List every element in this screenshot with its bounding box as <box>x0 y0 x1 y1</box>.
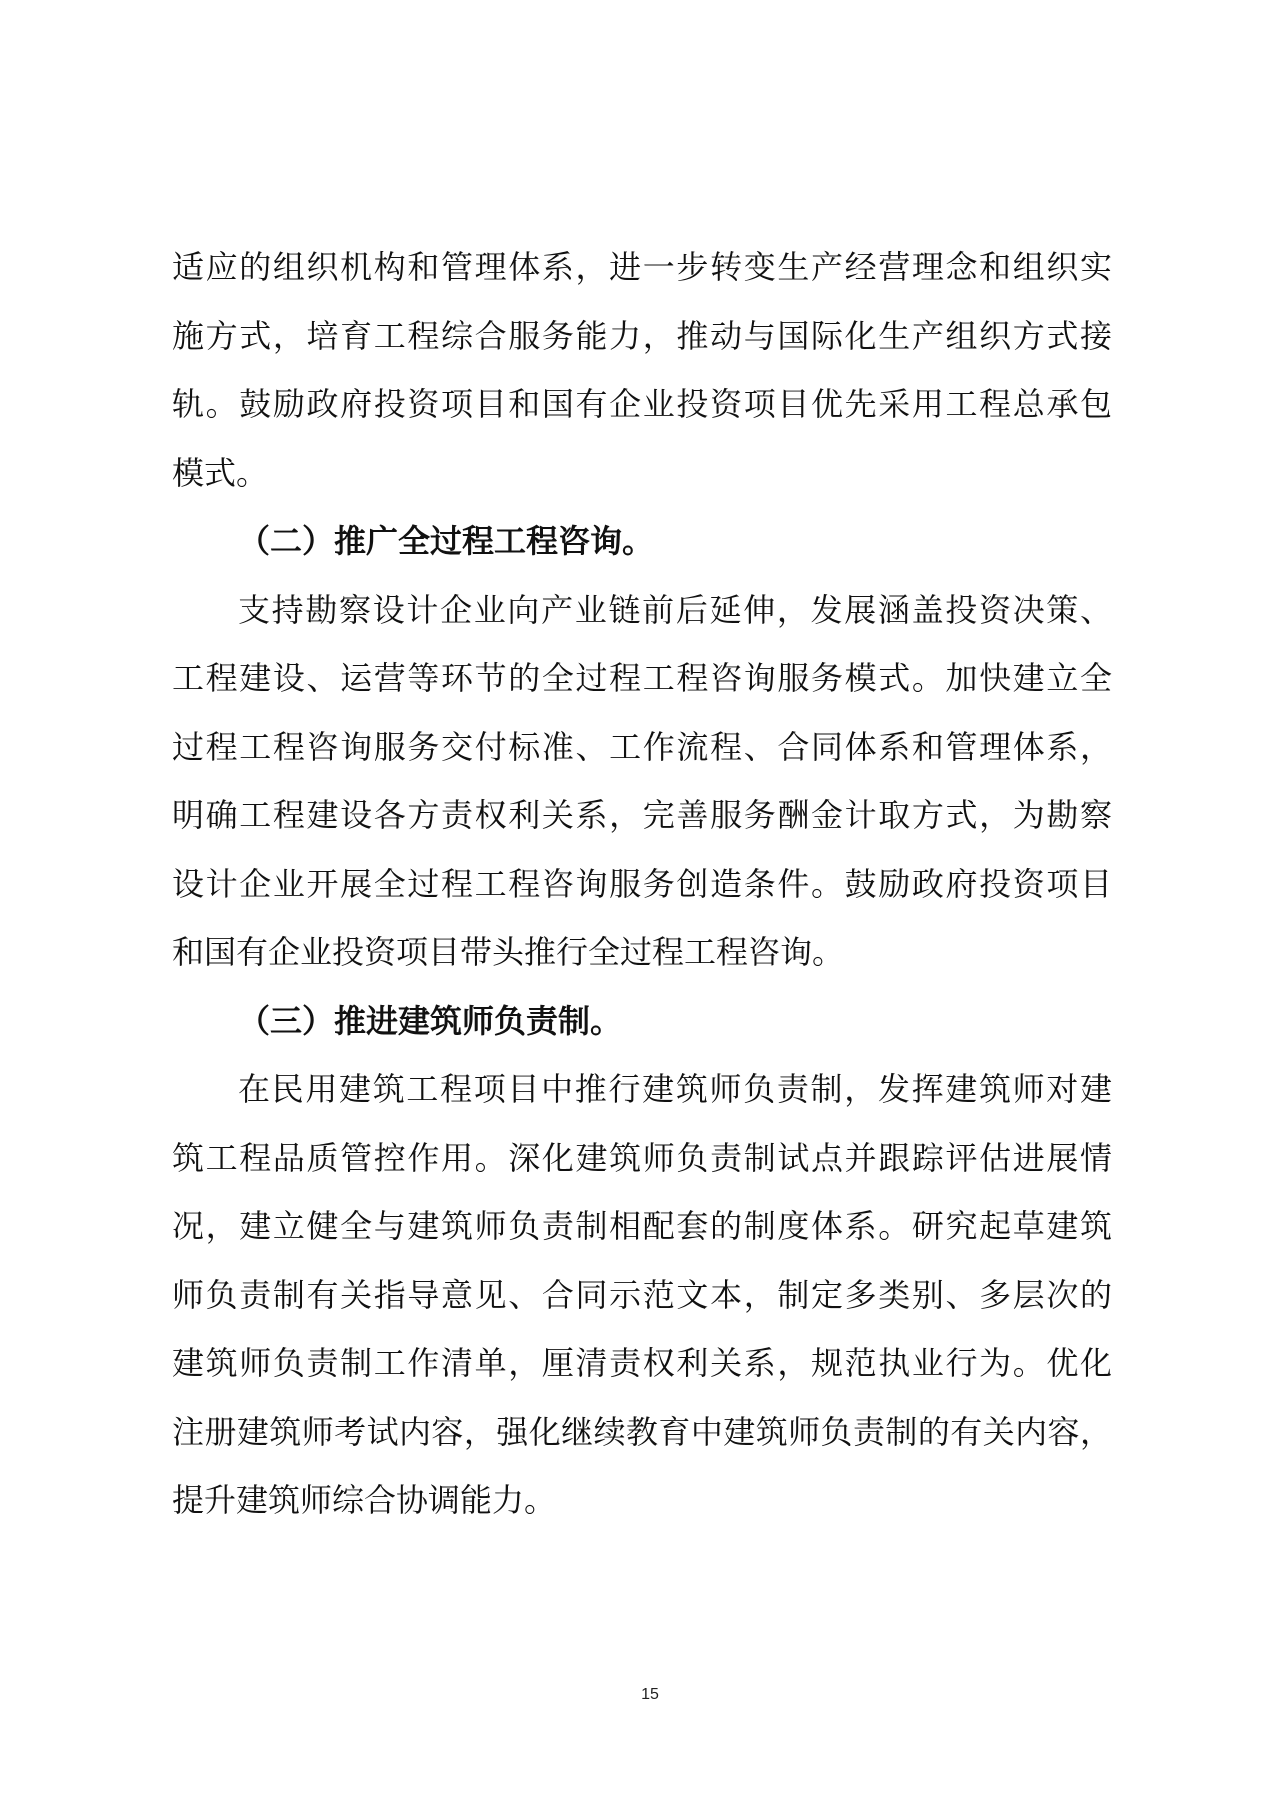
section-heading: （二）推广全过程工程咨询。 <box>238 522 655 560</box>
paragraph-line: 施方式，培育工程综合服务能力，推动与国际化生产组织方式接 <box>172 316 1112 355</box>
paragraph-line: 过程工程咨询服务交付标准、工作流程、合同体系和管理体系， <box>172 727 1112 766</box>
paragraph-line: 模式。 <box>172 453 269 492</box>
paragraph-line: 在民用建筑工程项目中推行建筑师负责制，发挥建筑师对建 <box>238 1070 1112 1108</box>
paragraph-line: 建筑师负责制工作清单，厘清责权利关系，规范执业行为。优化 <box>172 1344 1112 1382</box>
paragraph-line: 工程建设、运营等环节的全过程工程咨询服务模式。加快建立全 <box>172 659 1112 697</box>
paragraph-line: 轨。鼓励政府投资项目和国有企业投资项目优先采用工程总承包 <box>172 385 1112 423</box>
paragraph-line: 师负责制有关指导意见、合同示范文本，制定多类别、多层次的 <box>172 1275 1112 1314</box>
paragraph-line: 适应的组织机构和管理体系，进一步转变生产经营理念和组织实 <box>172 248 1112 286</box>
paragraph-line: 明确工程建设各方责权利关系，完善服务酬金计取方式，为勘察 <box>172 796 1112 834</box>
section-heading: （三）推进建筑师负责制。 <box>238 1001 623 1040</box>
paragraph-line: 况，建立健全与建筑师负责制相配套的制度体系。研究起草建筑 <box>172 1207 1112 1245</box>
page-number: 15 <box>641 1686 659 1703</box>
body-text <box>172 233 1112 1535</box>
paragraph-line: 设计企业开展全过程工程咨询服务创造条件。鼓励政府投资项目 <box>172 864 1112 903</box>
paragraph-line: 注册建筑师考试内容，强化继续教育中建筑师负责制的有关内容， <box>172 1412 1112 1451</box>
paragraph-line: 和国有企业投资项目带头推行全过程工程咨询。 <box>172 933 845 971</box>
paragraph-line: 筑工程品质管控作用。深化建筑师负责制试点并跟踪评估进展情 <box>172 1138 1112 1177</box>
paragraph-line: 支持勘察设计企业向产业链前后延伸，发展涵盖投资决策、 <box>238 590 1112 629</box>
paragraph-line: 提升建筑师综合协调能力。 <box>172 1481 557 1519</box>
